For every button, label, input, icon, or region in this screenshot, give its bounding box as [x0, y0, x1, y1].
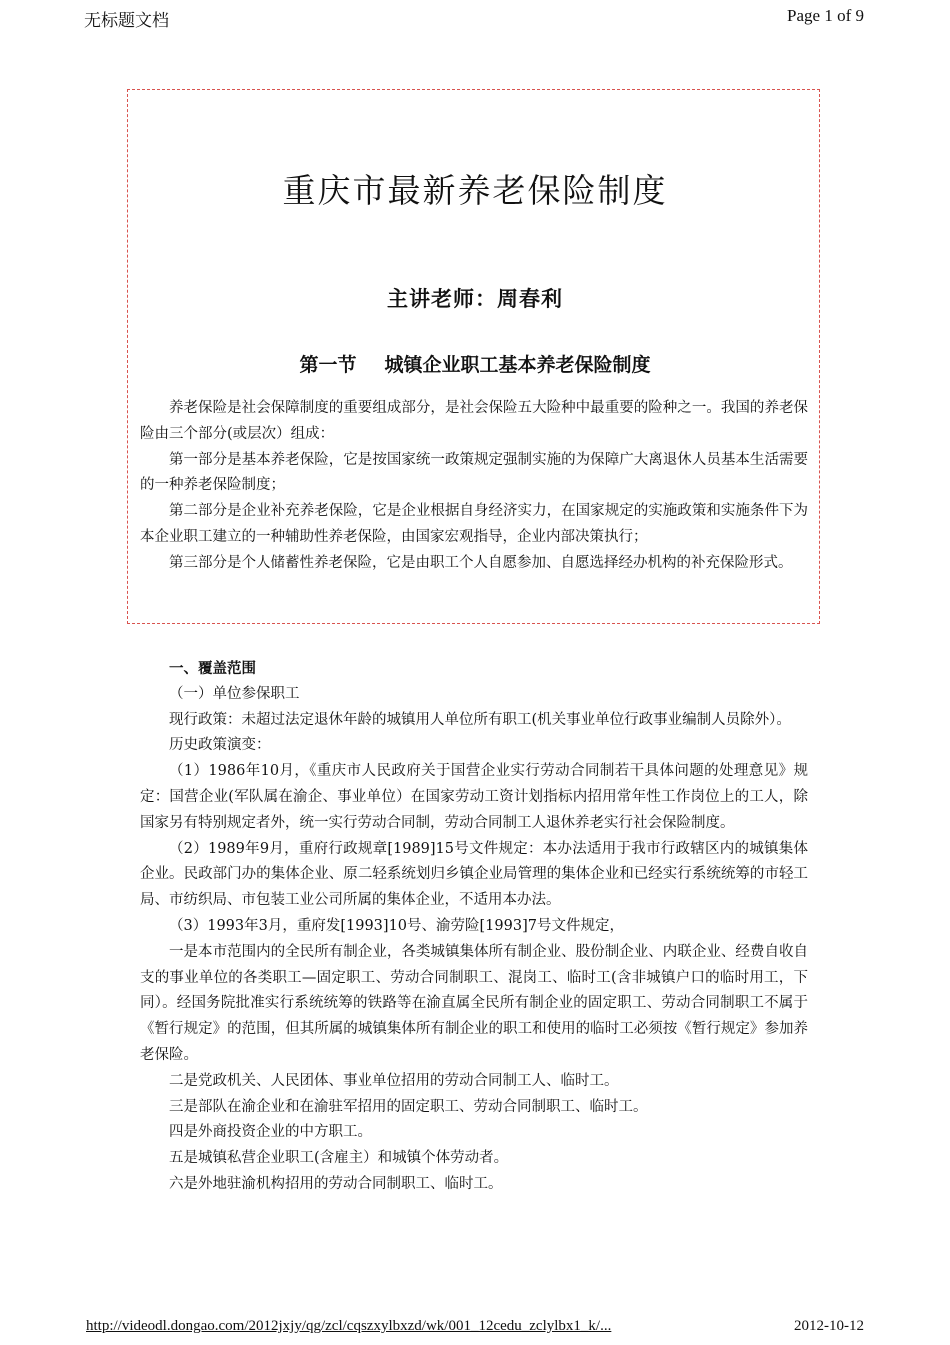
- main-title: 重庆市最新养老保险制度: [282, 171, 668, 210]
- intro-paragraph: 第三部分是个人储蓄性养老保险，它是由职工个人自愿参加、自愿选择经办机构的补充保险形式。: [169, 554, 793, 571]
- teacher-line: 主讲老师：周春利: [387, 286, 563, 311]
- intro-paragraph: 养老保险是社会保障制度的重要组成部分，是社会保险五大险种中最重要的险种之一。我国的养老保险由三个部分(或层次）组成：: [140, 400, 808, 442]
- document-title: 无标题文档: [84, 11, 169, 31]
- body-paragraph: 历史政策演变：: [169, 737, 271, 754]
- body-paragraph: （1）1986年10月，《重庆市人民政府关于国营企业实行劳动合同制若干具体问题的处理意见》规定：国营企业(军队属在渝企、事业单位）在国家劳动工资计划指标内招用常年性工作岗位上的工人，除国家另有特别规定者外，统一实行劳动合同制，劳动合同制工人退休养老实行社会保险制度。: [140, 763, 808, 831]
- body-paragraph: （2）1989年9月，重府行政规章[1989]15号文件规定：本办法适用于我市行政辖区内的城镇集体企业。民政部门办的集体企业、原二轻系统划归乡镇企业局管理的集体企业和已经实行系统统筹的市轻工局、市纺织局、市包装工业公司所属的集体企业，不适用本办法。: [140, 840, 808, 909]
- section-title: 城镇企业职工基本养老保险制度: [384, 354, 651, 376]
- print-date: 2012-10-12: [794, 1318, 864, 1334]
- section-number: 第一节: [299, 354, 357, 376]
- source-url-link[interactable]: http://videodl.dongao.com/2012jxjy/qg/zcl/cqszxylbxzd/wk/001_12cedu_zclylbx1_k/...: [86, 1318, 612, 1334]
- body-paragraph: （3）1993年3月，重府发[1993]10号、渝劳险[1993]7号文件规定，: [169, 917, 624, 934]
- body-paragraph: （一）单位参保职工: [169, 685, 300, 702]
- body-paragraph: 六是外地驻渝机构招用的劳动合同制职工、临时工。: [169, 1175, 503, 1192]
- body-paragraph: 二是党政机关、人民团体、事业单位招用的劳动合同制工人、临时工。: [169, 1072, 619, 1089]
- body-paragraph: 现行政策：未超过法定退休年龄的城镇用人单位所有职工(机关事业单位行政事业编制人员除外）。: [169, 711, 791, 728]
- body-text: [140, 656, 808, 1198]
- page-indicator: Page 1 of 9: [787, 6, 864, 25]
- intro-paragraph: 第一部分是基本养老保险，它是按国家统一政策规定强制实施的为保障广大离退休人员基本生活需要的一种养老保险制度；: [140, 451, 808, 494]
- body-paragraph: 五是城镇私营企业职工(含雇主）和城镇个体劳动者。: [169, 1150, 509, 1167]
- body-paragraph: 三是部队在渝企业和在渝驻军招用的固定职工、劳动合同制职工、临时工。: [169, 1098, 648, 1115]
- intro-text: [140, 396, 808, 577]
- section-heading: [0, 350, 950, 377]
- body-paragraph: 一是本市范围内的全民所有制企业，各类城镇集体所有制企业、股份制企业、内联企业、经费自收自支的事业单位的各类职工—固定职工、劳动合同制职工、混岗工、临时工(含非城镇户口的临时用工，下同）。经国务院批准实行系统统筹的铁路等在渝直属全民所有制企业的固定职工、劳动合同制职工不属于《暂行规定》的范围，但其所属的城镇集体所有制企业的职工和使用的临时工必须按《暂行规定》参加养老保险。: [140, 943, 808, 1063]
- body-paragraph: 四是外商投资企业的中方职工。: [169, 1124, 372, 1141]
- coverage-heading: 一、覆盖范围: [169, 660, 256, 677]
- intro-paragraph: 第二部分是企业补充养老保险，它是企业根据自身经济实力，在国家规定的实施政策和实施条件下为本企业职工建立的一种辅助性养老保险，由国家宏观指导，企业内部决策执行；: [140, 503, 808, 545]
